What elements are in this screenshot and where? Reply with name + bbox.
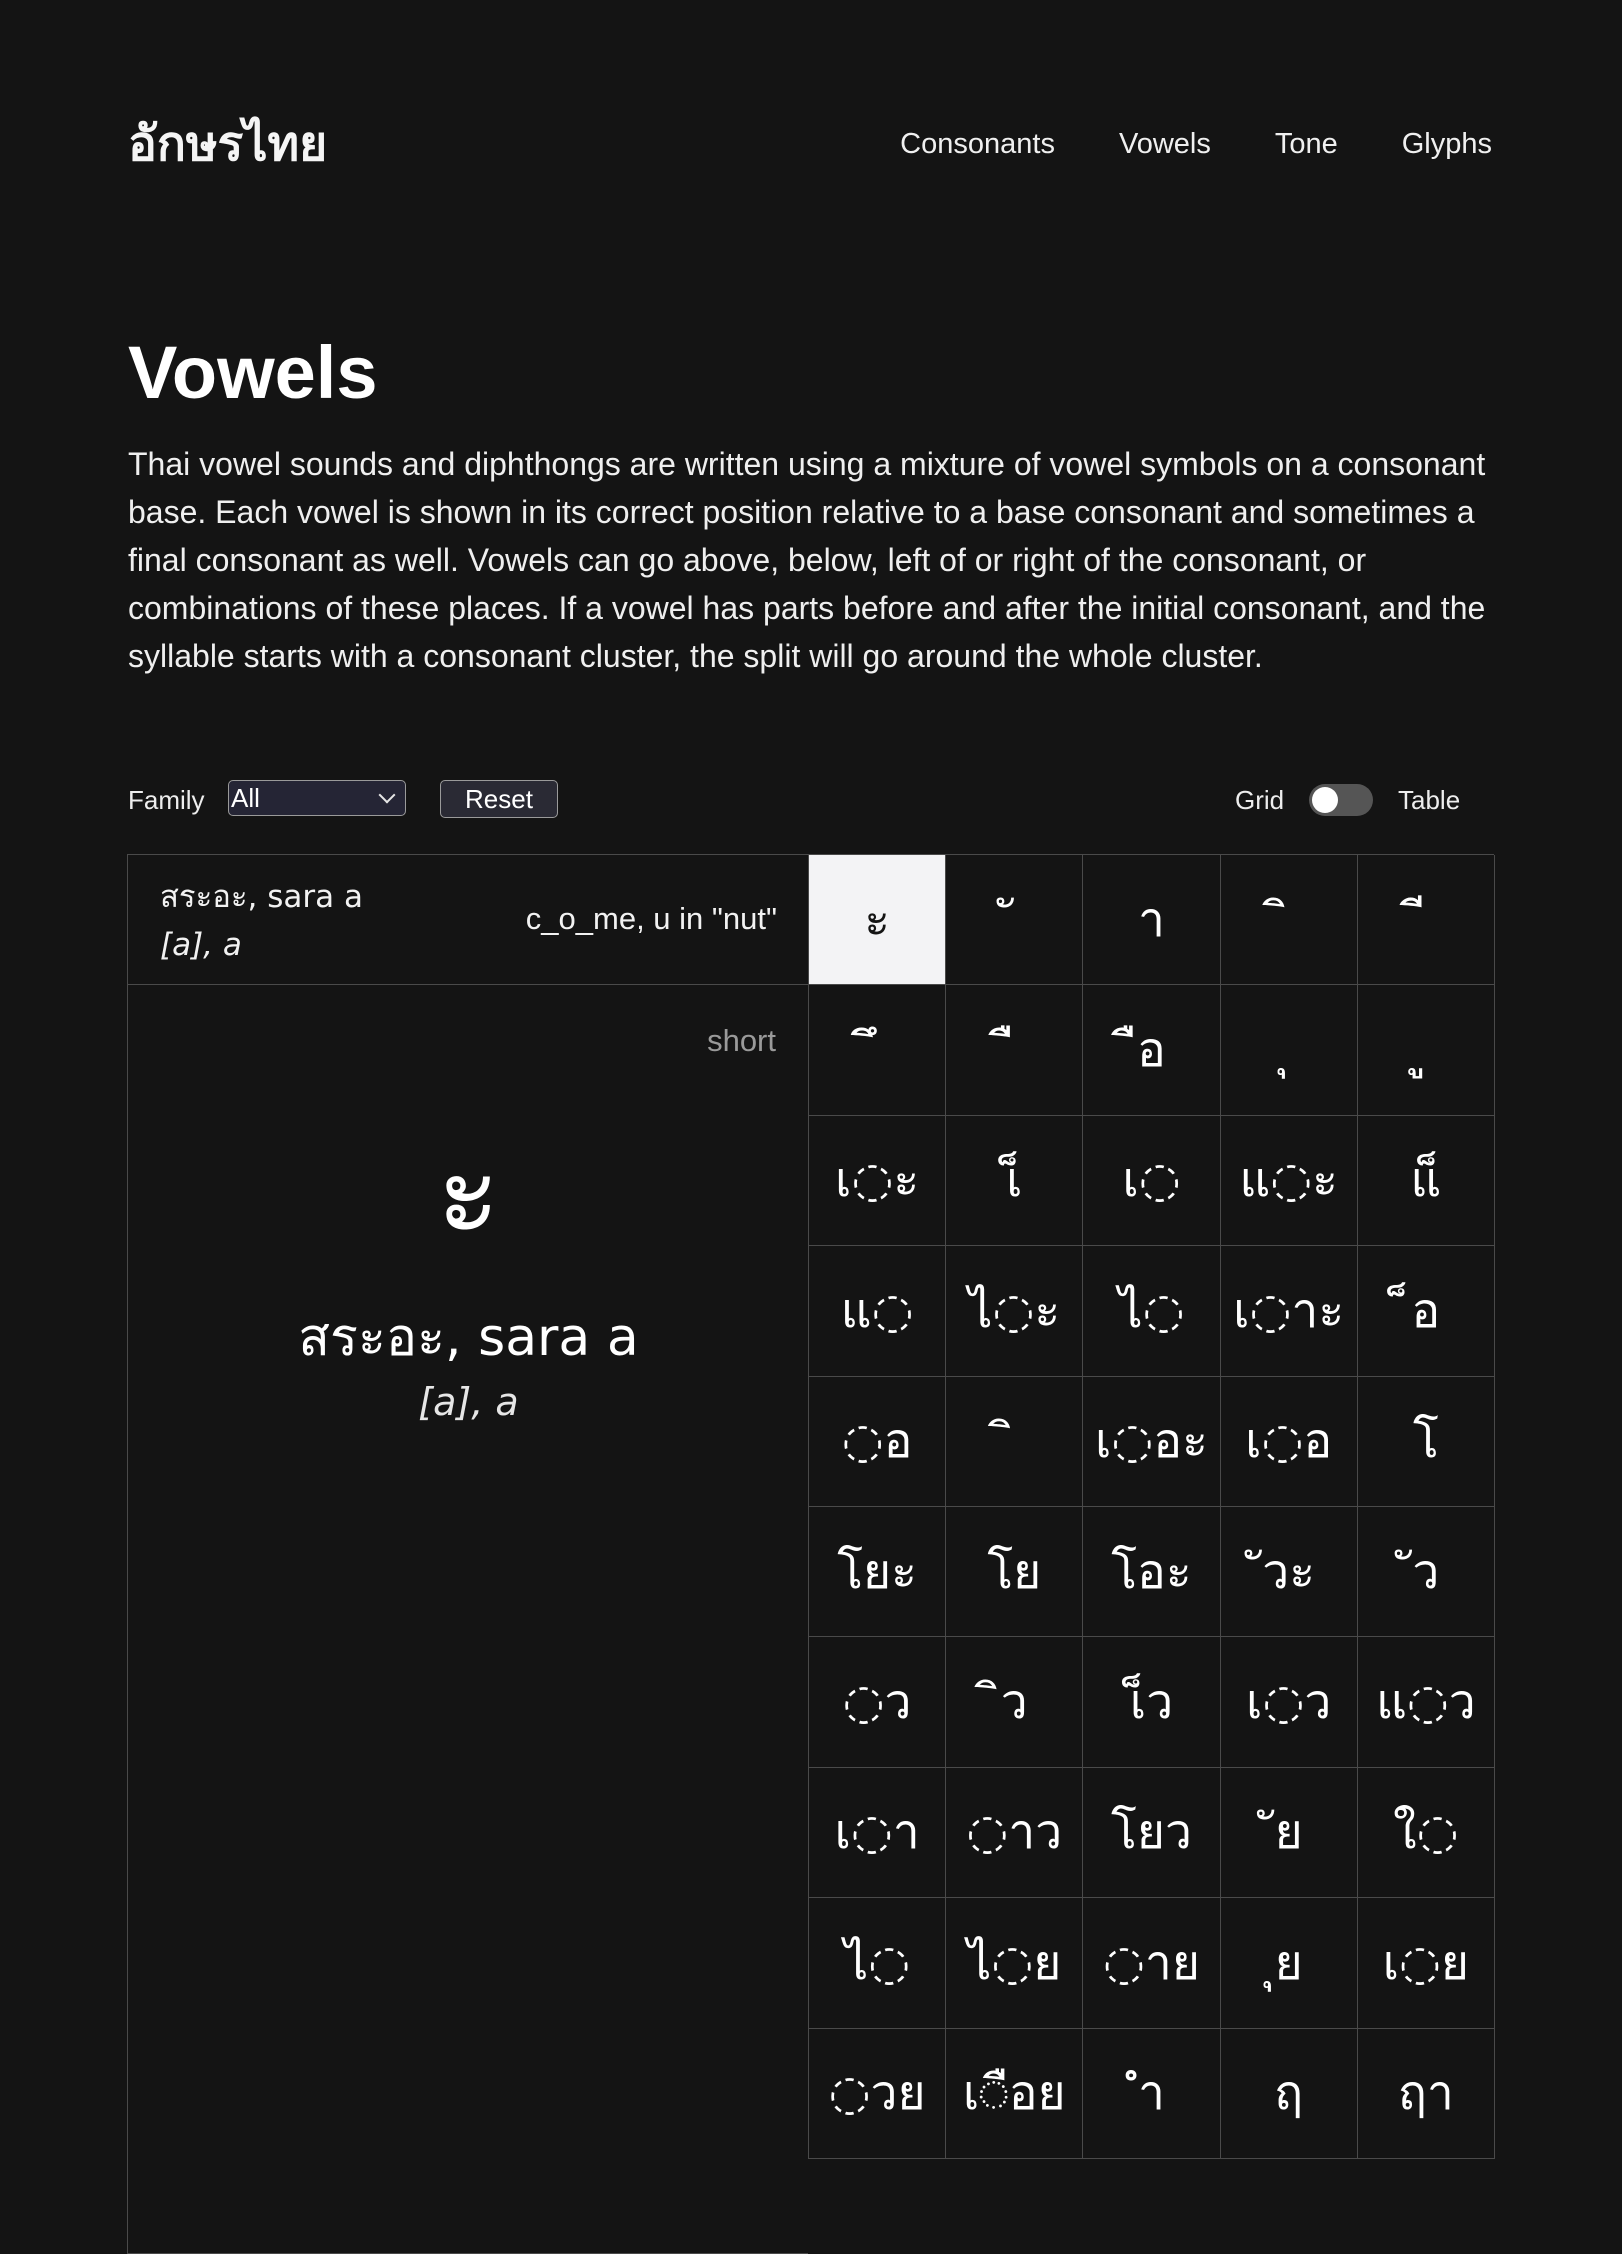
vowel-cell[interactable]: ◌ว (809, 1637, 946, 1767)
vowel-cell[interactable]: แ◌ว (1358, 1637, 1495, 1767)
filter-controls (128, 780, 1493, 820)
vowel-cell[interactable]: โยะ (809, 1507, 946, 1637)
vowel-cell[interactable]: ◌วย (809, 2029, 946, 2159)
vowel-cell[interactable]: ไ◌ (809, 1898, 946, 2028)
vowel-cell[interactable]: ัย (1221, 1768, 1358, 1898)
vowel-detail-header (128, 855, 809, 985)
vowel-cell[interactable]: เ◌ะ (809, 1116, 946, 1246)
toggle-knob (1312, 787, 1338, 813)
vowel-cell[interactable]: โอะ (1083, 1507, 1220, 1637)
vowel-cell[interactable]: ใ◌ (1358, 1768, 1495, 1898)
vowel-cell[interactable]: ไ◌ (1083, 1246, 1220, 1376)
vowel-cell[interactable] (809, 985, 946, 1115)
table-view-label: Table (1398, 785, 1461, 815)
vowel-detail-panel (127, 854, 808, 2254)
vowel-cell[interactable]: เ◌อะ (1083, 1377, 1220, 1507)
reset-button[interactable]: Reset (440, 780, 558, 818)
vowel-cell[interactable]: เ◌ (1083, 1116, 1220, 1246)
family-label: Family (128, 785, 205, 815)
vowel-cell[interactable]: ฤ (1221, 2029, 1358, 2159)
vowel-cell[interactable]: ◌าว (946, 1768, 1083, 1898)
page-description: Thai vowel sounds and diphthongs are written using a mixture of vowel symbols on a consonant base. Each vowel is shown in its correct position relative to a base consonant and sometimes a final consonant as well. Vowels can go above, below, left of or right of the consonant, or combinations of these places. If a vowel has parts before and after the initial consonant, and the syllable starts with a consonant cluster, the split will go around the whole cluster. (128, 446, 1486, 674)
vowel-cell[interactable]: เ◌ือย (946, 2029, 1083, 2159)
chevron-down-icon (379, 787, 396, 804)
vowel-grid (808, 854, 1494, 2159)
vowel-cell[interactable] (1221, 985, 1358, 1115)
vowel-cell[interactable]: ะ (809, 855, 946, 985)
vowel-cell[interactable]: ไ◌ะ (946, 1246, 1083, 1376)
vowel-ipa: [a], a (160, 927, 242, 963)
nav-glyphs[interactable]: Glyphs (1401, 128, 1492, 160)
vowel-cell[interactable]: โย (946, 1507, 1083, 1637)
vowel-cell[interactable]: ัว (1358, 1507, 1495, 1637)
vowel-cell[interactable] (946, 1377, 1083, 1507)
family-select-value: All (231, 782, 260, 813)
vowel-name: สระอะ, sara a (160, 879, 363, 915)
vowel-length: short (707, 1023, 776, 1058)
vowel-cell[interactable]: ไ◌ย (946, 1898, 1083, 2028)
vowel-cell[interactable]: โ (1358, 1377, 1495, 1507)
grid-view-label: Grid (1235, 785, 1285, 815)
family-select[interactable] (228, 780, 406, 816)
vowel-cell[interactable]: เ◌าะ (1221, 1246, 1358, 1376)
vowel-cell[interactable]: ◌อ (809, 1377, 946, 1507)
vowel-cell[interactable]: ือ (1083, 985, 1220, 1115)
vowel-cell[interactable]: ็อ (1358, 1246, 1495, 1376)
vowel-cell[interactable]: ำ (1083, 2029, 1220, 2159)
nav-consonants[interactable]: Consonants (900, 128, 1055, 160)
vowel-cell[interactable] (946, 985, 1083, 1115)
nav-vowels[interactable]: Vowels (1118, 128, 1211, 160)
vowel-cell[interactable]: โยว (1083, 1768, 1220, 1898)
vowel-cell[interactable]: ◌าย (1083, 1898, 1220, 2028)
vowel-cell[interactable]: ุย (1221, 1898, 1358, 2028)
vowel-cell[interactable]: แ็ (1358, 1116, 1495, 1246)
vowel-cell[interactable]: เ็ (946, 1116, 1083, 1246)
vowel-cell[interactable]: ิว (946, 1637, 1083, 1767)
vowel-cell[interactable]: า (1083, 855, 1220, 985)
page-title: Vowels (128, 331, 378, 414)
vowel-cell[interactable]: เ◌อ (1221, 1377, 1358, 1507)
vowel-cell[interactable]: แ◌ะ (1221, 1116, 1358, 1246)
vowel-cell[interactable] (1221, 855, 1358, 985)
vowel-sound-example: c_o_me, u in "nut" (525, 901, 777, 936)
vowel-cell[interactable] (1358, 855, 1495, 985)
nav-tone[interactable]: Tone (1274, 128, 1338, 160)
vowel-cell[interactable]: แ◌ (809, 1246, 946, 1376)
vowel-cell[interactable]: เ◌า (809, 1768, 946, 1898)
main-nav (900, 124, 1492, 164)
site-logo[interactable]: อักษรไทย (128, 116, 328, 172)
vowel-cell[interactable]: เ◌ย (1358, 1898, 1495, 2028)
vowel-detail-name: สระอะ, sara a (298, 1308, 639, 1368)
vowel-cell[interactable]: เ็ว (1083, 1637, 1220, 1767)
vowel-explorer (127, 854, 1494, 2254)
view-toggle[interactable] (1309, 784, 1373, 816)
vowel-detail-ipa: [a], a (418, 1380, 519, 1424)
vowel-cell[interactable] (1358, 985, 1495, 1115)
vowel-cell[interactable] (946, 855, 1083, 985)
vowel-cell[interactable]: ัวะ (1221, 1507, 1358, 1637)
vowel-large-glyph: ะ (436, 1123, 501, 1262)
vowel-cell[interactable]: ฤา (1358, 2029, 1495, 2159)
vowel-cell[interactable]: เ◌ว (1221, 1637, 1358, 1767)
